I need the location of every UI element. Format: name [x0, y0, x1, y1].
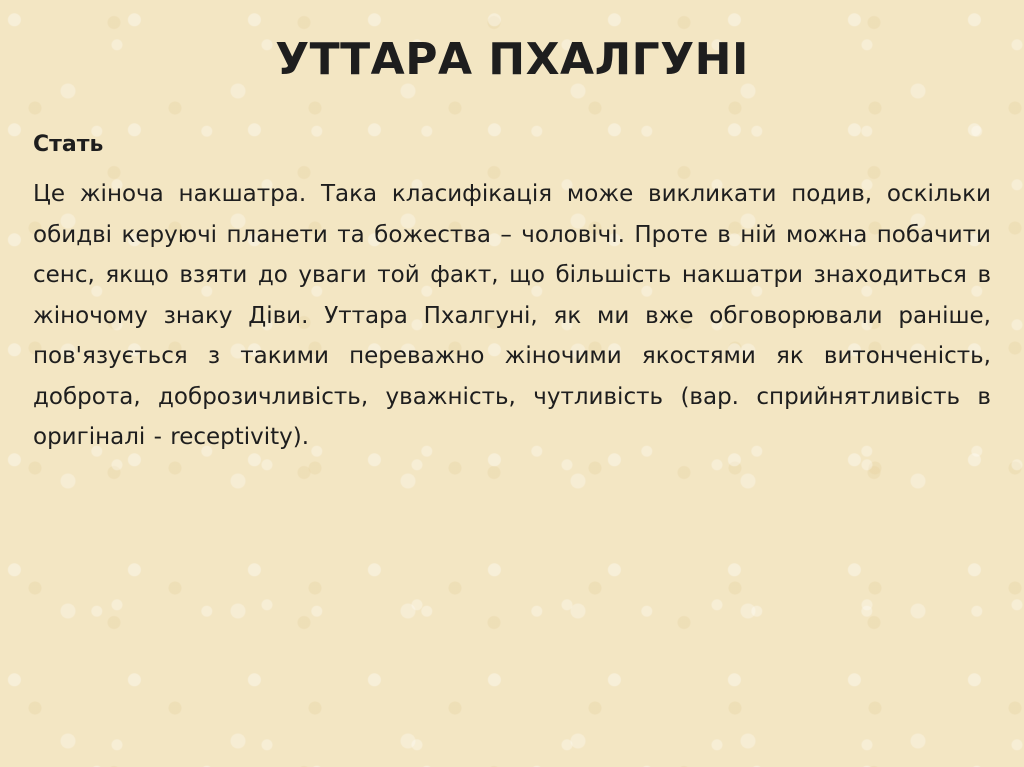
- section-heading: Стать: [33, 132, 104, 157]
- slide-content: [33, 130, 991, 458]
- slide-title: УТТАРА ПХАЛГУНІ: [275, 34, 749, 85]
- body-paragraph: Це жіноча накшатра. Така класифікація може викликати подив, оскільки обидві керуючі планети та божества – чоловічі. Проте в ній можна побачити сенс, якщо взяти до уваги той факт, що більшість накшатри знаходиться в жіночому знаку Діви. Уттара Пхалгуні, як ми вже обговорювали раніше, пов'язується з такими переважно жіночими якостями як витонченість, доброта, доброзичливість, уважність, чутливість (вар. сприйнятливість в оригіналі - receptivity).: [33, 181, 991, 450]
